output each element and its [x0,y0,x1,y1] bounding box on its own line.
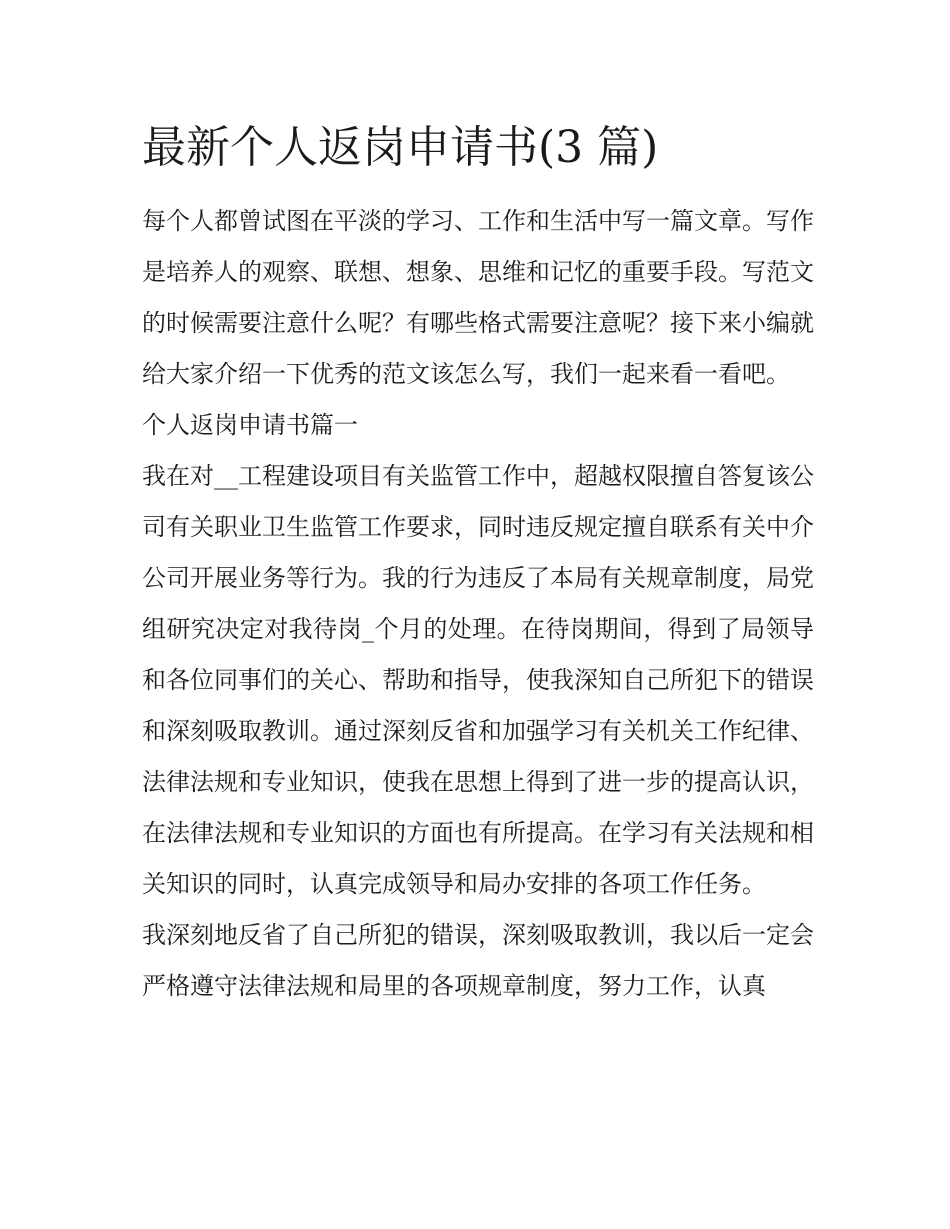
document-page [142,118,814,1012]
document-title: 最新个人返岗申请书(3 篇) [142,122,659,173]
section-heading: 个人返岗申请书篇一 [142,411,358,439]
body-paragraph-2: 我深刻地反省了自己所犯的错误，深刻吸取教训，我以后一定会严格遵守法律法规和局里的各项规章制度，努力工作，认真 [142,921,814,1000]
body-paragraph-1: 我在对__工程建设项目有关监管工作中，超越权限擅自答复该公司有关职业卫生监管工作要求，同时违反规定擅自联系有关中介公司开展业务等行为。我的行为违反了本局有关规章制度，局党组研究决定对我待岗_个月的处理。在待岗期间，得到了局领导和各位同事们的关心、帮助和指导，使我深知自己所犯下的错误和深刻吸取教训。通过深刻反省和加强学习有关机关工作纪律、法律法规和专业知识，使我在思想上得到了进一步的提高认识，在法律法规和专业知识的方面也有所提高。在学习有关法规和相关知识的同时，认真完成领导和局办安排的各项工作任务。 [142,462,814,898]
intro-paragraph: 每个人都曾试图在平淡的学习、工作和生活中写一篇文章。写作是培养人的观察、联想、想象、思维和记忆的重要手段。写范文的时候需要注意什么呢？有哪些格式需要注意呢？接下来小编就给大家介绍一下优秀的范文该怎么写，我们一起来看一看吧。 [142,207,814,388]
